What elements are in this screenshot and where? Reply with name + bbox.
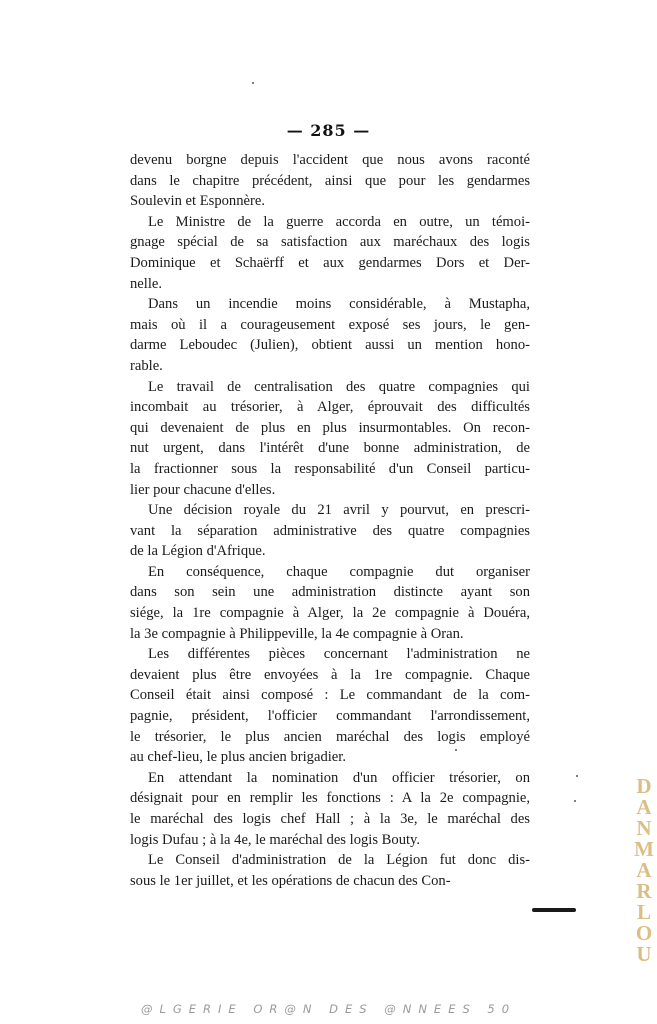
paragraph — [130, 150, 530, 212]
text-line: Le travail de centralisation des quatre compagnies qui — [148, 378, 530, 395]
text-line: lier pour chacune d'elles. — [130, 481, 276, 498]
print-speck — [576, 775, 578, 777]
paragraph — [130, 562, 530, 644]
text-line: Le Conseil d'administration de la Légion fut donc dis- — [148, 852, 530, 869]
text-line: En attendant la nomination d'un officier trésorier, on — [148, 769, 530, 786]
text-line: la fractionner sous la responsabilité d'un Conseil particu- — [130, 460, 530, 477]
text-line: de la Légion d'Afrique. — [130, 543, 266, 560]
text-line: logis Dufau ; à la 4e, le maréchal des logis Bouty. — [130, 831, 421, 848]
page-number: — 285 — — [286, 121, 371, 140]
paragraph — [130, 294, 530, 376]
text-line: Conseil était ainsi composé : Le commandant de la com- — [130, 687, 530, 704]
text-line: gnage spécial de sa satisfaction aux maréchaux des logis — [130, 234, 530, 251]
watermark-letter: O — [635, 921, 653, 945]
end-mark — [532, 908, 576, 912]
text-line: Dans un incendie moins considérable, à Mustapha, — [148, 296, 530, 313]
text-line: au chef-lieu, le plus ancien brigadier. — [130, 749, 346, 766]
text-line: qui devenaient de plus en plus insurmontables. On recon- — [130, 419, 530, 436]
text-line: Soulevin et Esponnère. — [130, 193, 265, 210]
text-line: incombait au trésorier, à Alger, éprouvait des difficultés — [130, 399, 530, 416]
paragraph — [130, 768, 530, 850]
text-line: devaient plus être envoyées à la 1re compagnie. Chaque — [130, 666, 530, 683]
text-line: désignait pour en remplir les fonctions : A la 2e compagnie, — [130, 790, 530, 807]
text-line: Le Ministre de la guerre accorda en outre, un témoi- — [148, 213, 530, 230]
text-line: siége, la 1re compagnie à Alger, la 2e compagnie à Douéra, — [130, 605, 530, 622]
watermark-letter: A — [636, 795, 652, 819]
watermark-letter: M — [634, 837, 654, 861]
text-line: nut urgent, dans l'intérêt d'une bonne administration, de — [130, 440, 530, 457]
text-line: mais où il a courageusement exposé ses jours, le gen- — [130, 316, 530, 333]
paragraph — [130, 500, 530, 562]
watermark-letter: A — [636, 858, 652, 882]
text-line: nelle. — [130, 275, 163, 292]
watermark-letter: N — [636, 816, 652, 840]
text-line: la 3e compagnie à Philippeville, la 4e compagnie à Oran. — [130, 625, 464, 642]
text-line: le maréchal des logis chef Hall ; à la 3e, le maréchal des — [130, 811, 530, 827]
text-line: Une décision royale du 21 avril y pourvut, en prescri- — [148, 502, 530, 519]
text-line: rable. — [130, 357, 163, 374]
paragraph — [130, 644, 530, 768]
print-speck — [574, 800, 576, 802]
text-line: le trésorier, le plus ancien maréchal des logis employé — [130, 728, 530, 745]
text-line: dans son sein une administration distincte ayant son — [130, 584, 530, 601]
text-line: Dominique et Schaërff et aux gendarmes Dors et Der- — [130, 254, 530, 271]
print-speck — [252, 82, 254, 84]
watermark-letter: R — [636, 879, 652, 903]
watermark-letter: D — [636, 774, 652, 798]
paragraph — [130, 212, 530, 294]
text-line: dans le chapitre précédent, ainsi que pour les gendarmes — [130, 172, 530, 189]
text-line: Les différentes pièces concernant l'administration ne — [148, 646, 530, 663]
text-line: pagnie, président, l'officier commandant l'arrondissement, — [130, 708, 530, 725]
body-text — [130, 150, 530, 891]
paragraph — [130, 377, 530, 501]
print-speck — [455, 749, 457, 751]
paragraph — [130, 850, 530, 891]
text-line: En conséquence, chaque compagnie dut organiser — [148, 563, 530, 580]
footer-watermark: @LGERIE OR@N DES @NNEES 50 — [140, 1002, 517, 1016]
side-watermark — [632, 776, 656, 965]
text-line: sous le 1er juillet, et les opérations de chacun des Con- — [130, 872, 451, 889]
watermark-letter: L — [636, 900, 651, 924]
text-line: devenu borgne depuis l'accident que nous avons raconté — [130, 152, 530, 168]
text-line: darme Leboudec (Julien), obtient aussi un mention hono- — [130, 337, 530, 354]
watermark-letter: U — [636, 942, 652, 966]
text-line: vant la séparation administrative des quatre compagnies — [130, 522, 530, 539]
